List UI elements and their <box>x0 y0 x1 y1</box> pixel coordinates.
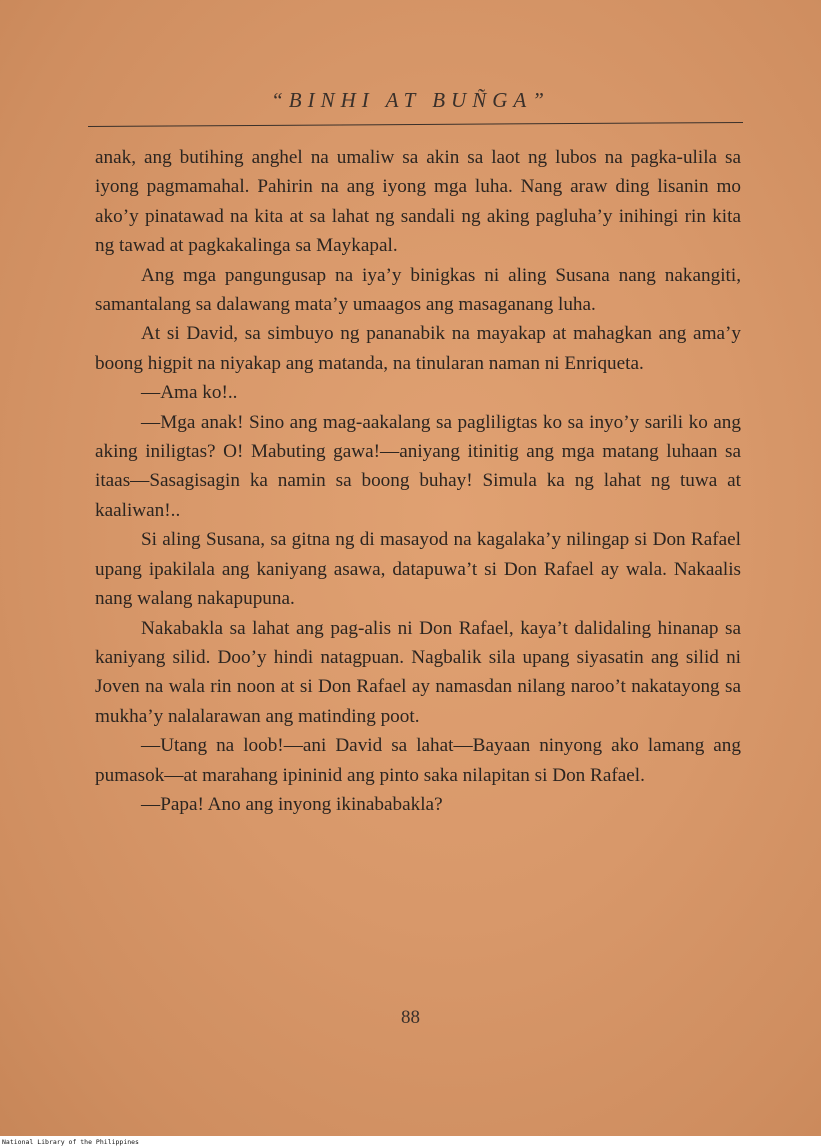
paragraph: Ang mga pangungusap na iya’y binigkas ni aling Susana nang nakangiti, samantalang sa dalawang mata’y umaagos ang masaganang luha. <box>95 264 741 316</box>
paragraph: —Utang na loob!—ani David sa lahat—Bayaan ninyong ako lamang ang pumasok—at marahang ipininid ang pinto saka nilapitan si Don Rafael. <box>95 735 741 786</box>
paragraph: —Ama ko!.. <box>141 382 238 404</box>
body-text <box>95 143 741 819</box>
running-header: “BINHI AT BUÑGA” <box>271 88 550 112</box>
paragraph: —Papa! Ano ang inyong ikinababakla? <box>141 793 443 815</box>
paragraph: Nakabakla sa lahat ang pag-alis ni Don Rafael, kaya’t dalidaling hinanap sa kaniyang silid. Doo’y hindi natagpuan. Nagbalik sila upang siyasatin ang silid ni Joven na wala rin noon at si Don Rafael ay namasdan nilang naroo’t nakatayong sa mukha’y nalalarawan ang matinding poot. <box>95 617 741 727</box>
paragraph: Si aling Susana, sa gitna ng di masayod na kagalaka’y nilingap si Don Rafael upang ipakilala ang kaniyang asawa, datapuwa’t si Don Rafael ay wala. Nakaalis nang walang nakapupuna. <box>95 529 741 610</box>
library-credit: National Library of the Philippines <box>0 1136 821 1148</box>
paragraph: At si David, sa simbuyo ng pananabik na mayakap at mahagkan ang ama’y boong higpit na niyakap ang matanda, na tinularan naman ni Enriqueta. <box>95 323 741 374</box>
page-number: 88 <box>401 1007 420 1028</box>
paragraph: anak, ang butihing anghel na umaliw sa akin sa laot ng lubos na pagka-ulila sa iyong pagmamahal. Pahirin na ang iyong mga luha. Nang araw ding lisanin mo ako’y pinatawad na kita at sa lahat ng sandali ng aking pagluha’y inihingi rin kita ng tawad at pagkakalinga sa Maykapal. <box>95 147 741 257</box>
paragraph: —Mga anak! Sino ang mag-aakalang sa pagliligtas ko sa inyo’y sarili ko ang aking iniligtas? O! Mabuting gawa!—aniyang itinitig ang mga matang luhaan sa itaas—Sasagisagin ka namin sa boong buhay! Simula ka ng lahat ng tuwa at kaaliwan!.. <box>95 411 741 521</box>
header-rule <box>88 122 743 127</box>
